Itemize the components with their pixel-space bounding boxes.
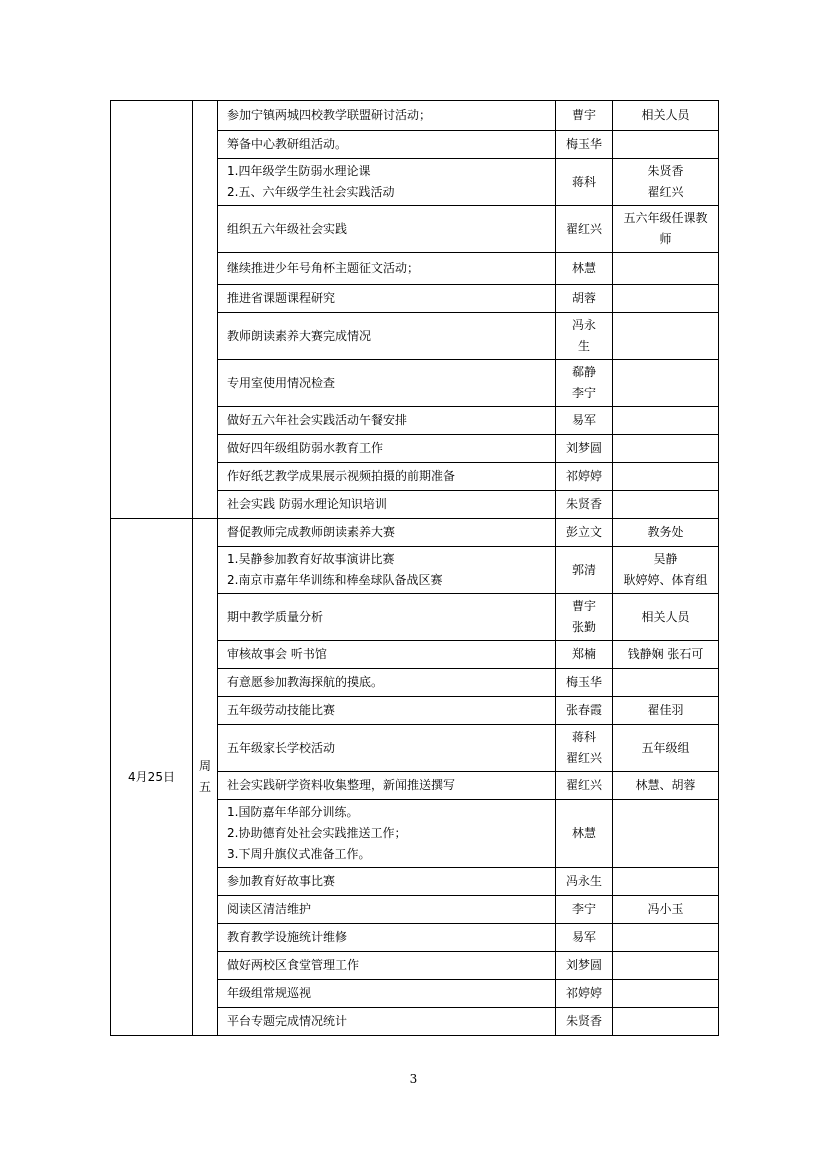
task-cell [218,101,556,131]
assist-cell [613,101,719,131]
assist-cell [613,772,719,800]
text-line: 易军 [571,413,596,427]
text-line: 曹宇 [571,599,596,613]
owner-cell [556,463,613,491]
text-line: 梅玉华 [565,137,602,151]
text-line: 翟红兴 [647,185,684,199]
task-cell [218,463,556,491]
owner-cell [556,519,613,547]
task-cell [218,435,556,463]
text-line: 社会实践 防弱水理论知识培训 [227,497,387,511]
assist-cell [613,131,719,159]
assist-cell [613,725,719,772]
text-line: 祁婷婷 [565,469,602,483]
assist-cell [613,206,719,253]
text-line: 郗静 [571,365,596,379]
text-line: 筹备中心教研组活动。 [227,137,348,151]
assist-cell [613,868,719,896]
owner-cell [556,360,613,407]
text-line: 翟佳羽 [647,703,684,717]
text-line: 朱贤香 [565,497,602,511]
assist-cell [613,952,719,980]
text-line: 专用室使用情况检查 [227,375,336,390]
task-cell [218,594,556,641]
text-line: 组织五六年级社会实践 [227,221,348,236]
text-line: 审核故事会 听书馆 [227,647,327,661]
text-line: 做好四年级组防弱水教育工作 [227,441,384,455]
text-line: 教育教学设施统计维修 [227,930,348,944]
text-line: 有意愿参加教海探航的摸底。 [227,675,384,689]
owner-cell [556,924,613,952]
assist-cell [613,669,719,697]
task-cell [218,360,556,407]
schedule-table [110,100,719,1036]
owner-cell [556,313,613,360]
owner-cell [556,669,613,697]
weekday-cell [193,101,218,519]
text-line: 期中教学质量分析 [227,609,324,624]
assist-cell [613,253,719,285]
text-line: 郭清 [571,562,596,577]
text-line: 祁婷婷 [565,986,602,1000]
text-line: 梅玉华 [565,675,602,689]
assist-cell [613,285,719,313]
text-line: 林慧、胡蓉 [635,778,696,792]
assist-cell [613,896,719,924]
text-line: 郑楠 [571,647,596,661]
assist-cell [613,407,719,435]
task-cell [218,868,556,896]
owner-cell [556,772,613,800]
table-row [111,101,719,131]
owner-cell [556,285,613,313]
owner-cell [556,641,613,669]
text-line: 五年级家长学校活动 [227,740,336,755]
task-cell [218,313,556,360]
text-line: 推进省课题课程研究 [227,291,336,305]
task-cell [218,896,556,924]
text-line: 1.国防嘉年华部分训练。 [227,805,359,819]
weekday-char: 五 [198,780,211,794]
assist-cell [613,980,719,1008]
text-line: 林慧 [571,826,596,840]
weekday-char: 周 [198,759,211,773]
assist-cell [613,435,719,463]
task-cell [218,285,556,313]
text-line: 作好纸艺教学成果展示视频拍摄的前期准备 [227,469,456,483]
owner-cell [556,159,613,206]
task-cell [218,1008,556,1036]
table-row [111,519,719,547]
text-line: 张勤 [571,620,596,634]
task-cell [218,519,556,547]
owner-cell [556,725,613,772]
text-line: 曹宇 [571,108,596,122]
text-line: 年级组常规巡视 [227,986,312,1000]
text-line: 彭立文 [565,525,602,539]
text-line: 2.协助德育处社会实践推送工作； [227,826,407,840]
text-line: 翟红兴 [565,751,602,765]
assist-cell [613,360,719,407]
text-line: 林慧 [571,261,596,275]
task-cell [218,159,556,206]
text-line: 五年级组 [641,740,690,755]
text-line: 相关人员 [641,609,690,624]
assist-cell [613,313,719,360]
task-cell [218,924,556,952]
text-line: 张春霞 [565,703,602,717]
date-cell: 4月25日 [111,519,193,1036]
assist-cell [613,491,719,519]
owner-cell [556,594,613,641]
text-line: 1.吴静参加教育好故事演讲比赛 [227,552,395,566]
owner-cell [556,896,613,924]
text-line: 胡蓉 [571,291,596,305]
owner-cell [556,547,613,594]
task-cell [218,641,556,669]
owner-cell [556,407,613,435]
text-line: 相关人员 [641,108,690,122]
weekday-cell [193,519,218,1036]
text-line: 耿婷婷、体育组 [623,573,708,587]
text-line: 社会实践研学资料收集整理，新闻推送撰写 [227,778,456,792]
text-line: 五年级劳动技能比赛 [227,703,336,717]
task-cell [218,697,556,725]
owner-cell [556,435,613,463]
task-cell [218,206,556,253]
text-line: 刘梦圆 [565,441,602,455]
assist-cell [613,547,719,594]
text-line: 朱贤香 [647,164,684,178]
text-line: 平台专题完成情况统计 [227,1014,348,1028]
assist-cell [613,641,719,669]
schedule-table-body [111,101,719,1036]
task-cell [218,491,556,519]
task-cell [218,407,556,435]
assist-cell [613,1008,719,1036]
assist-cell [613,800,719,868]
owner-cell [556,1008,613,1036]
assist-cell [613,159,719,206]
owner-cell [556,253,613,285]
text-line: 冯永 [571,318,596,332]
text-line: 参加教育好故事比赛 [227,874,336,888]
task-cell [218,800,556,868]
text-line: 刘梦圆 [565,958,602,972]
page-number: 3 [409,1072,418,1086]
text-line: 冯小玉 [647,902,684,916]
assist-cell [613,924,719,952]
text-line: 阅读区清洁维护 [227,902,312,916]
date-cell [111,101,193,519]
assist-cell [613,697,719,725]
text-line: 冯永生 [565,874,602,888]
text-line: 做好五六年社会实践活动午餐安排 [227,413,408,427]
text-line: 吴静 [653,552,678,566]
text-line: 师 [659,232,672,246]
text-line: 教务处 [647,525,684,539]
text-line: 易军 [571,930,596,944]
task-cell [218,131,556,159]
text-line: 翟红兴 [565,221,602,236]
task-cell [218,253,556,285]
owner-cell [556,101,613,131]
owner-cell [556,868,613,896]
text-line: 继续推进少年号角杯主题征文活动； [227,261,420,275]
text-line: 生 [577,339,590,353]
text-line: 蒋科 [571,174,596,189]
owner-cell [556,206,613,253]
assist-cell [613,519,719,547]
owner-cell [556,131,613,159]
text-line: 3.下周升旗仪式准备工作。 [227,847,371,861]
text-line: 参加宁镇两城四校教学联盟研讨活动； [227,108,432,122]
text-line: 1.四年级学生防弱水理论课 [227,164,371,178]
assist-cell [613,594,719,641]
task-cell [218,952,556,980]
text-line: 蒋科 [571,730,596,744]
owner-cell [556,491,613,519]
text-line: 做好两校区食堂管理工作 [227,958,360,972]
text-line: 钱静娴 张石可 [627,647,704,661]
text-line: 朱贤香 [565,1014,602,1028]
task-cell [218,547,556,594]
text-line: 李宁 [571,386,596,400]
owner-cell [556,800,613,868]
task-cell [218,669,556,697]
text-line: 教师朗读素养大赛完成情况 [227,328,372,343]
task-cell [218,980,556,1008]
text-line: 五六年级任课教 [623,211,708,225]
text-line: 2.南京市嘉年华训练和棒垒球队备战区赛 [227,573,443,587]
text-line: 李宁 [571,902,596,916]
assist-cell [613,463,719,491]
text-line: 翟红兴 [565,778,602,792]
document-page [110,100,718,1036]
owner-cell [556,697,613,725]
owner-cell [556,952,613,980]
task-cell [218,772,556,800]
owner-cell [556,980,613,1008]
text-line: 督促教师完成教师朗读素养大赛 [227,525,396,539]
task-cell [218,725,556,772]
text-line: 2.五、六年级学生社会实践活动 [227,185,395,199]
